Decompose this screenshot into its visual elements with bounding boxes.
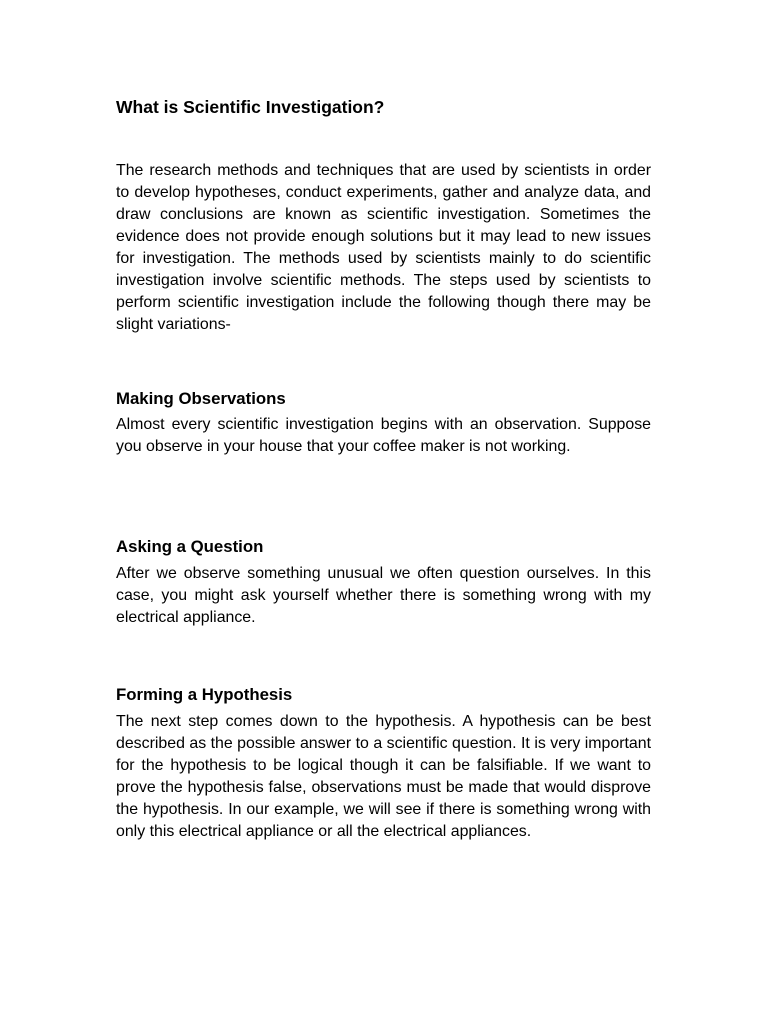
document-title: What is Scientific Investigation?: [116, 97, 385, 117]
section-heading-forming-a-hypothesis: Forming a Hypothesis: [116, 685, 293, 704]
section-body-asking-a-question: After we observe something unusual we often question ourselves. In this case, you might ask yourself whether there is something wrong with my electrical appliance.: [116, 565, 651, 626]
section-heading-making-observations: Making Observations: [116, 389, 286, 408]
section-body-making-observations: Almost every scientific investigation begins with an observation. Suppose you observe in your house that your coffee maker is not working.: [116, 416, 651, 455]
intro-paragraph: The research methods and techniques that are used by scientists in order to develop hypotheses, conduct experiments, gather and analyze data, and draw conclusions are known as scientific investigation. Sometimes the evidence does not provide enough solutions but it may lead to new issues for investigation. The methods used by scientists mainly to do scientific investigation involve scientific methods. The steps used by scientists to perform scientific investigation include the following though there may be slight variations-: [116, 162, 651, 333]
section-heading-asking-a-question: Asking a Question: [116, 537, 264, 556]
section-body-forming-a-hypothesis: The next step comes down to the hypothesis. A hypothesis can be best described as the possible answer to a scientific question. It is very important for the hypothesis to be logical though it can be falsifiable. If we want to prove the hypothesis false, observations must be made that would disprove the hypothesis. In our example, we will see if there is something wrong with only this electrical appliance or all the electrical appliances.: [116, 713, 651, 840]
